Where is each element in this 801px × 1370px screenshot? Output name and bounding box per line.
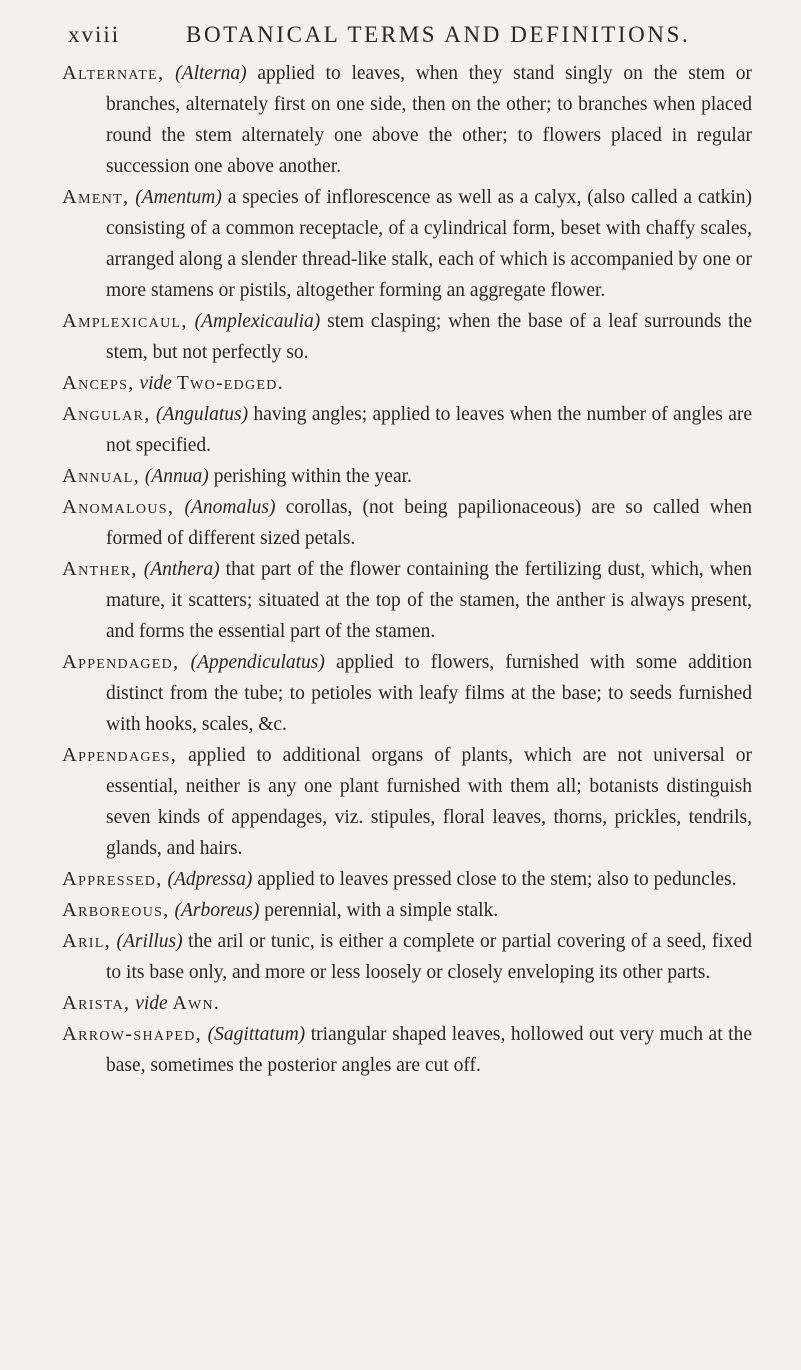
glossary-entry [62,368,752,399]
entry-latin: (Alterna) [175,63,247,84]
glossary-entry [62,647,752,740]
glossary-entries [62,58,752,1081]
entry-term: Aril, [62,930,111,952]
glossary-entry [62,988,752,1019]
page-number: xviii [68,22,121,47]
running-head [68,18,748,52]
entry-term: Anceps, [62,372,135,394]
entry-definition: the aril or tunic, is either a complete or partial covering of a seed, fixed to its base only, and more or less loosely or closely enveloping its other parts. [106,931,752,983]
entry-latin: (Anomalus) [184,497,276,518]
entry-definition: applied to leaves pressed close to the stem; also to peduncles. [252,869,737,890]
entry-term: Arboreous, [62,899,170,921]
entry-cross-reference: Two-edged. [176,373,284,394]
entry-latin: (Annua) [144,466,209,487]
glossary-entry [62,740,752,864]
entry-term: Arrow-shaped, [62,1023,203,1045]
entry-definition: perishing within the year. [208,466,412,487]
entry-latin: (Angulatus) [156,404,249,425]
glossary-entry [62,895,752,926]
entry-latin: (Amplexicaulia) [194,311,321,332]
entry-definition: applied to flowers, furnished with some addition distinct from the tube; to petioles with leafy films at the base; to seeds furnished with hooks, scales, &c. [106,652,753,735]
glossary-entry [62,182,752,306]
entry-latin: (Appendiculatus) [190,652,325,673]
entry-term: Appressed, [62,868,163,890]
entry-latin: (Arillus) [116,931,183,952]
entry-term: Angular, [62,403,151,425]
entry-cross-reference: Awn. [172,993,221,1014]
entry-term: Appendages, [62,744,178,766]
entry-term: Anomalous, [62,496,175,518]
glossary-entry [62,306,752,368]
entry-term: Appendaged, [62,651,180,673]
entry-definition: triangular shaped leaves, hollowed out very much at the base, sometimes the posterior angles are cut off. [106,1024,752,1076]
entry-term: Arista, [62,992,131,1014]
entry-latin: (Sagittatum) [207,1024,306,1045]
glossary-entry [62,926,752,988]
glossary-entry [62,492,752,554]
entry-latin: (Anthera) [143,559,220,580]
entry-definition: stem clasping; when the base of a leaf surrounds the stem, but not perfectly so. [106,311,752,363]
entry-latin: (Amentum) [135,187,222,208]
entry-term: Ament, [62,186,130,208]
entry-term: Anther, [62,558,138,580]
glossary-entry [62,864,752,895]
entry-term: Alternate, [62,62,165,84]
glossary-entry [62,554,752,647]
glossary-entry [62,399,752,461]
entry-definition: corollas, (not being papilionaceous) are so called when formed of different sized petals. [106,497,753,549]
entry-term: Amplexicaul, [62,310,188,332]
entry-definition: applied to leaves, when they stand singly on the stem or branches, alternately first on one side, then on the other; to branches when placed round the stem alternately one above the other; to flowers placed in regular succession one above another. [106,63,753,177]
glossary-entry [62,461,752,492]
entry-definition: applied to additional organs of plants, which are not universal or essential, neither is any one plant furnished with them all; botanists distinguish seven kinds of appendages, viz. stipules, floral leaves, thorns, prickles, tendrils, glands, and hairs. [106,745,752,859]
entry-definition: having angles; applied to leaves when the number of angles are not specified. [106,404,753,456]
entry-vide: vide [135,993,168,1014]
entry-definition: that part of the flower containing the fertilizing dust, which, when mature, it scatters; situated at the top of the stamen, the anther is always present, and forms the essential part of the stamen. [106,559,753,642]
entry-definition: a species of inflorescence as well as a calyx, (also called a catkin) consisting of a common receptacle, of a cylindrical form, beset with chaffy scales, arranged along a slender thread-like stalk, each of which is accompanied by one or more stamens or pistils, altogether forming an aggregate flower. [106,187,752,301]
glossary-entry [62,1019,752,1081]
entry-latin: (Adpressa) [167,869,253,890]
entry-latin: (Arboreus) [174,900,260,921]
page-title: BOTANICAL TERMS AND DEFINITIONS. [186,22,691,47]
entry-definition: perennial, with a simple stalk. [259,900,499,921]
glossary-entry [62,58,752,182]
entry-vide: vide [139,373,172,394]
entry-term: Annual, [62,465,141,487]
